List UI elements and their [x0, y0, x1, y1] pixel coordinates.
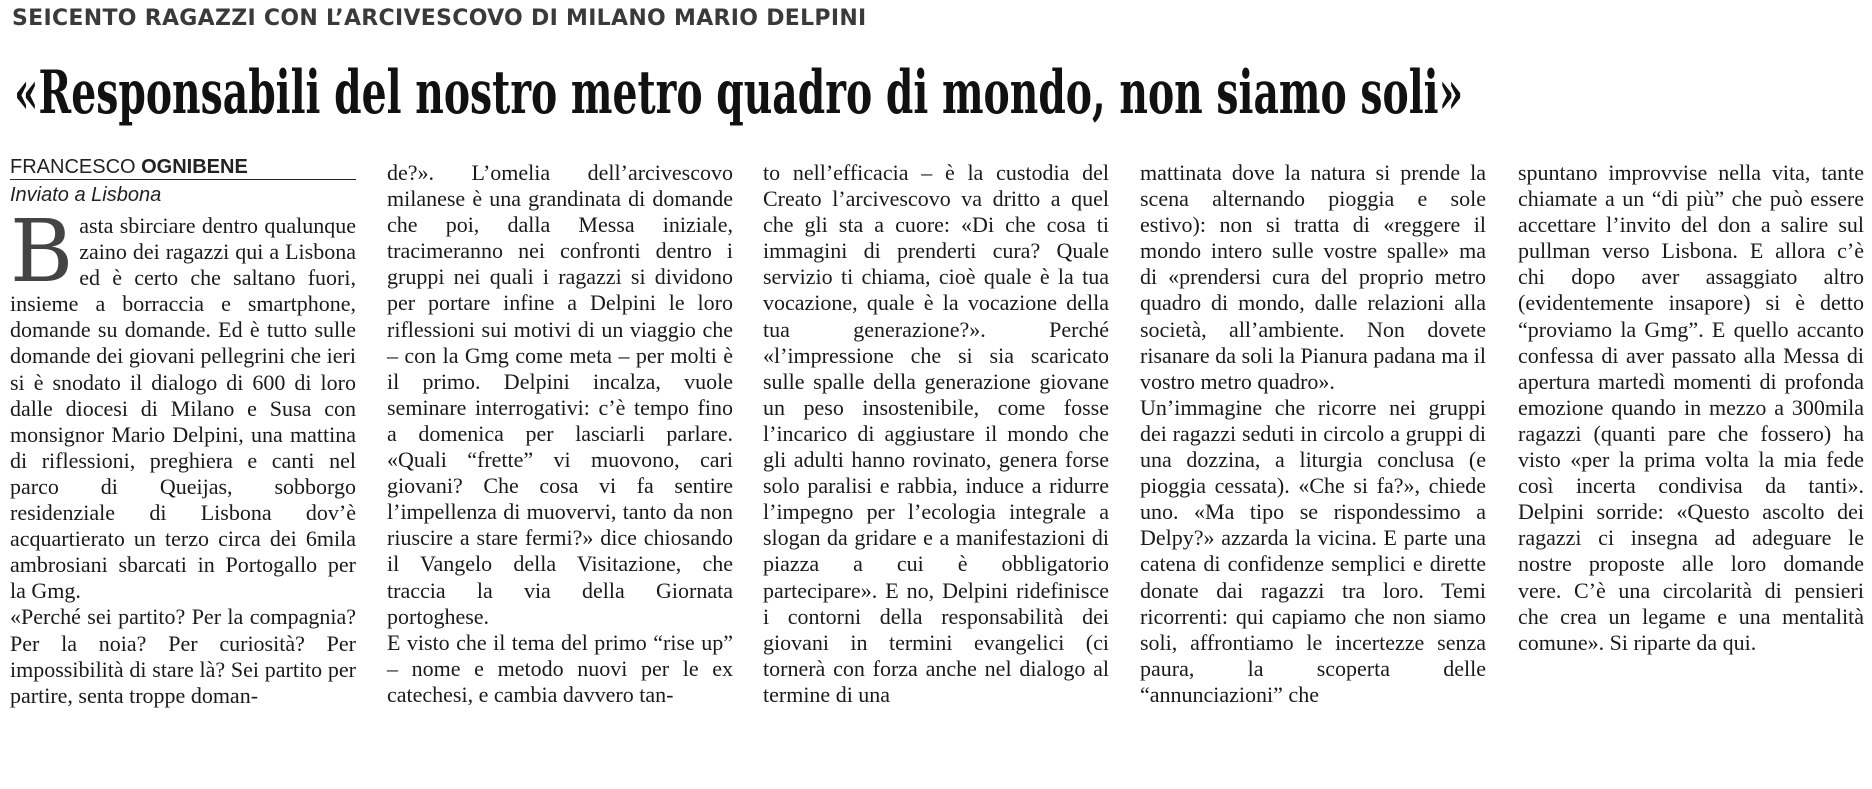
article-column-1 — [10, 156, 356, 709]
byline — [10, 156, 356, 180]
byline-surname: OGNIBENE — [141, 156, 248, 178]
paragraph-text: asta sbirciare dentro qualunque zaino dei ragazzi qui a Lisbona ed è certo che saltano fuori, insieme a borraccia e smartphone, domande su domande. Ed è tutto sulle domande dei giovani pellegrini che ieri si è snodato il dialogo di 600 di loro dalle diocesi di Milano e Susa con monsignor Mario Delpini, una mattina di riflessioni, preghiera e canti nel parco di Queijas, sobborgo residenziale di Lisbona dov’è acquartierato un terzo circa dei 6mila ambrosiani sbarcati in Portogallo per la Gmg. — [10, 213, 356, 604]
byline-first-name: FRANCESCO — [10, 156, 142, 178]
kicker: SEICENTO RAGAZZI CON L’ARCIVESCOVO DI MILANO MARIO DELPINI — [12, 6, 867, 31]
article-column-3 — [763, 160, 1109, 708]
drop-cap: B — [10, 202, 74, 302]
paragraph — [10, 202, 356, 604]
paragraph: to nell’efficacia – è la custodia del Creato l’arcivescovo va dritto a quel che gli sta a cuore: «Di che cosa ti immagini di prenderti cura? Quale servizio ti chiama, cioè quale è la tua vocazione, quale è la vocazione della tua generazione?». Perché «l’impressione che si sia scaricato sulle spalle della generazione giovane un peso insostenibile, come fosse l’incarico di aggiustare il mondo che gli adulti hanno rovinato, genera forse solo paralisi e rabbia, induce a ridurre l’impegno per l’ecologia integrale a slogan da gridare e a manifestazioni di piazza a cui è obbligatorio partecipare». E no, Delpini ridefinisce i contorni della responsabilità dei giovani in termini evangelici (ci tornerà con forza anche nel dialogo al termine di una — [763, 160, 1109, 707]
dateline-location: Inviato a Lisbona — [10, 184, 162, 206]
paragraph: E visto che il tema del primo “rise up” – nome e metodo nuovi per le ex catechesi, e cambia davvero tan- — [387, 629, 733, 707]
headline: «Responsabili del nostro metro quadro di mondo, non siamo soli» — [14, 58, 1464, 128]
article-column-5 — [1518, 160, 1864, 656]
article-column-2 — [387, 160, 733, 708]
paragraph: Un’immagine che ricorre nei gruppi dei ragazzi seduti in circolo a gruppi di una dozzina, a liturgia conclusa (e pioggia cessata). «Che si fa?», chiede uno. «Ma tipo se rispondessimo a Delpy?» azzarda la vicina. E parte una catena di confidenze semplici e dirette donate dai ragazzi tra loro. Temi ricorrenti: qui capiamo che non siamo soli, affrontiamo le incertezze senza paura, la scoperta delle “annunciazioni” che — [1140, 394, 1486, 707]
article-column-4 — [1140, 160, 1486, 708]
paragraph: mattinata dove la natura si prende la scena alternando pioggia e sole estivo): non si tratta di «reggere il mondo intero sulle vostre spalle» ma di «prendersi cura del proprio metro quadro di mondo, dalle relazioni alla società, all’ambiente. Non dovete risanare da soli la Pianura padana ma il vostro metro quadro». — [1140, 160, 1486, 394]
paragraph: spuntano improvvise nella vita, tante chiamate a un “di più” che può essere accettare l’invito del don a salire sul pullman verso Lisbona. E allora c’è chi dopo aver assaggiato altro (evidentemente insapore) si è detto “proviamo la Gmg”. E quello accanto confessa di aver passato alla Messa di apertura martedì momenti di profonda emozione quando in mezzo a 300mila ragazzi (quanti pare che fossero) ha visto «per la prima volta la mia fede così incerta condivisa da tanti». Delpini sorride: «Questo ascolto dei ragazzi ci insegna ad adeguare le nostre proposte alle loro domande vere. C’è una circolarità di pensieri che crea un legame e una mentalità comune». Si riparte da qui. — [1518, 160, 1864, 655]
paragraph: de?». L’omelia dell’arcivescovo milanese è una grandinata di domande che poi, dalla Messa iniziale, tracimeranno nei confronti dentro i gruppi nei quali i ragazzi si dividono per portare infine a Delpini le loro riflessioni sui motivi di un viaggio che – con la Gmg come meta – per molti è il primo. Delpini incalza, vuole seminare interrogativi: c’è tempo fino a domenica per lasciarli parlare. «Quali “frette” vi muovono, cari giovani? Che cosa vi fa sentire l’impellenza di muovervi, tanto da non riuscire a stare fermi?» dice chiosando il Vangelo della Visitazione, che traccia la via della Giornata portoghese. — [387, 160, 733, 629]
paragraph: «Perché sei partito? Per la compagnia? Per la noia? Per curiosità? Per impossibilità di stare là? Sei partito per partire, senta troppe doman- — [10, 604, 356, 708]
